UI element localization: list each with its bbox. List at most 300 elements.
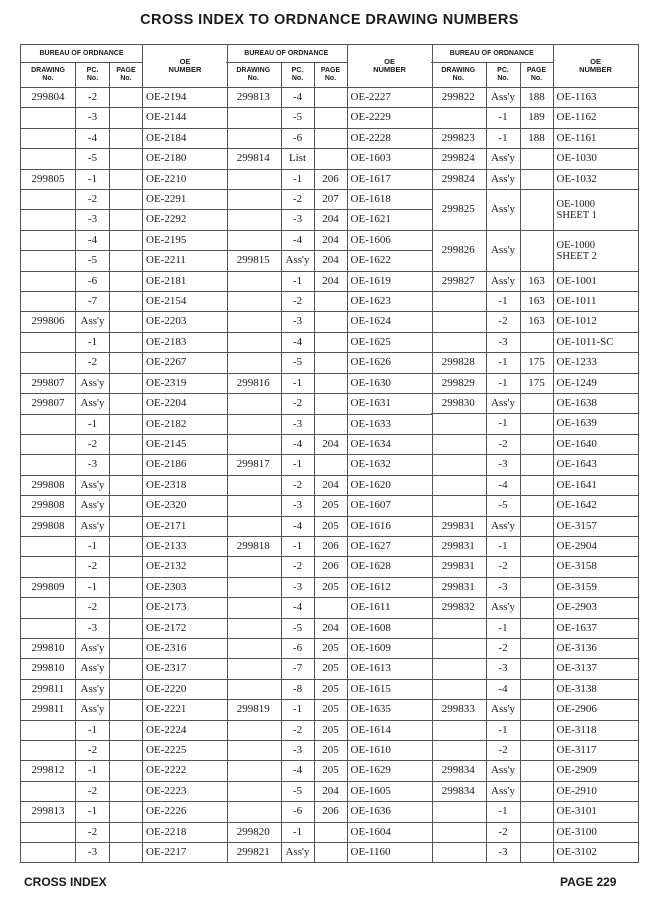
page-no-cell [110, 190, 143, 210]
oe-number-cell: OE-2173 [143, 598, 228, 618]
page-no-cell [520, 618, 553, 638]
table-row [21, 190, 228, 210]
oe-number-cell: OE-3159 [553, 577, 638, 597]
page-no-cell [110, 700, 143, 720]
table-row [431, 598, 638, 618]
pc-no-cell: -3 [281, 496, 314, 516]
drawing-no-cell [21, 190, 76, 210]
page-no-cell [110, 108, 143, 128]
pc-no-cell: -3 [76, 455, 110, 475]
page-no-cell [520, 516, 553, 536]
drawing-no-cell: 299817 [226, 455, 281, 475]
page-no-cell [520, 557, 553, 577]
table-row [21, 700, 228, 720]
drawing-no-cell [431, 414, 486, 434]
oe-number-cell: OE-1640 [553, 434, 638, 454]
table-row [21, 843, 228, 863]
drawing-no-cell: 299822 [431, 88, 486, 108]
table-row [431, 271, 638, 291]
page-no-cell [110, 434, 143, 454]
page-no-cell [110, 577, 143, 597]
table-row [21, 271, 228, 291]
table-row [431, 434, 638, 454]
drawing-no-cell [431, 822, 486, 842]
pc-no-cell: -2 [486, 740, 520, 760]
page-no-cell [314, 128, 347, 148]
page-no-cell [314, 822, 347, 842]
pc-no-cell: -2 [281, 394, 314, 414]
page-no-cell [520, 638, 553, 658]
oe-number-cell: OE-1633 [347, 414, 432, 434]
page-no-cell: 189 [520, 108, 553, 128]
page-no-cell [314, 292, 347, 312]
table-row [21, 108, 228, 128]
table-row [226, 843, 432, 863]
page-no-cell: 204 [314, 475, 347, 495]
page-no-cell [314, 353, 347, 373]
table-row [431, 638, 638, 658]
oe-number-cell: OE-2210 [143, 169, 228, 189]
table-row [21, 536, 228, 556]
table-row [226, 781, 432, 801]
pc-no-cell: -3 [486, 843, 520, 863]
page-no-cell: 206 [314, 802, 347, 822]
pc-no-cell: -1 [486, 414, 520, 434]
pc-no-cell: -2 [281, 190, 314, 210]
table-row [431, 394, 638, 414]
oe-number-cell: OE-1030 [553, 149, 638, 169]
oe-number-cell: OE-1634 [347, 434, 432, 454]
oe-number-cell: OE-2903 [553, 598, 638, 618]
oe-number-cell: OE-1011 [553, 292, 638, 312]
page-no-header [314, 63, 347, 88]
sheet-text: SHEET 2 [556, 250, 597, 262]
drawing-no-cell [21, 353, 76, 373]
pc-no-cell: -1 [281, 536, 314, 556]
drawing-no-cell [226, 781, 281, 801]
oe-number-cell: OE-1609 [347, 638, 432, 658]
drawing-no-cell [226, 659, 281, 679]
oe-number-cell: OE-2225 [143, 741, 228, 761]
pc-no-header [486, 63, 520, 88]
pc-no-cell: -1 [486, 108, 520, 128]
page-no-cell [110, 88, 143, 108]
page-no-cell [520, 781, 553, 801]
drawing-no-cell [21, 414, 76, 434]
no-label: No. [291, 75, 304, 82]
table-row [21, 516, 228, 536]
oe-number-cell: OE-1607 [347, 496, 432, 516]
table-row [431, 536, 638, 556]
pc-no-cell: -1 [486, 536, 520, 556]
oe-number-cell: OE-3138 [553, 679, 638, 699]
page-no-cell: 204 [314, 434, 347, 454]
table-row [226, 557, 432, 577]
drawing-no-cell: 299818 [226, 536, 281, 556]
table-row [431, 618, 638, 638]
page-no-cell [520, 659, 553, 679]
oe-number-text: OE-1000 [556, 239, 596, 251]
oe-number-cell: OE-1612 [347, 577, 432, 597]
table-row [226, 455, 432, 475]
oe-number-cell: OE-1637 [553, 618, 638, 638]
no-label: No. [120, 75, 132, 82]
oe-number-cell: OE-2132 [143, 557, 228, 577]
page-no-cell: 188 [520, 128, 553, 148]
drawing-no-cell: 299830 [431, 394, 486, 414]
pc-no-cell: -2 [486, 822, 520, 842]
drawing-no-cell: 299805 [21, 169, 76, 189]
pc-no-cell: -3 [76, 210, 110, 230]
pc-no-cell: -6 [281, 802, 314, 822]
pc-no-cell: -4 [76, 230, 110, 250]
drawing-no-cell: 299810 [21, 638, 76, 658]
table-row [226, 496, 432, 516]
oe-number-cell: OE-1604 [347, 822, 432, 842]
oe-number-cell: OE-2222 [143, 761, 228, 781]
table-row [431, 353, 638, 373]
drawing-no-cell: 299807 [21, 373, 76, 393]
page-no-cell [314, 332, 347, 352]
table-row [226, 638, 432, 658]
pc-no-cell: Ass'y [486, 88, 520, 108]
oe-number-cell: OE-1623 [347, 292, 432, 312]
pc-no-cell: -4 [281, 230, 314, 250]
oe-number-cell: OE-2221 [143, 700, 228, 720]
oe-number-cell: OE-2223 [143, 781, 228, 801]
number-label: NUMBER [373, 65, 406, 74]
oe-number-header [347, 45, 432, 88]
oe-number-cell: OE-2318 [143, 475, 228, 495]
oe-number-cell: OE-1639 [553, 414, 638, 434]
table-row [431, 292, 638, 312]
oe-number-cell: OE-2220 [143, 679, 228, 699]
page-no-cell [314, 373, 347, 393]
page-no-cell [314, 414, 347, 434]
drawing-no-cell: 299810 [21, 659, 76, 679]
drawing-no-cell [226, 638, 281, 658]
page-no-cell [520, 536, 553, 556]
page-no-cell: 205 [314, 496, 347, 516]
oe-number-cell: OE-1615 [347, 679, 432, 699]
drawing-no-cell [226, 618, 281, 638]
page-no-cell [314, 312, 347, 332]
page-no-cell [520, 679, 553, 699]
oe-number-cell: OE-2909 [553, 761, 638, 781]
pc-no-cell: -1 [486, 802, 520, 822]
pc-no-cell: -1 [76, 536, 110, 556]
drawing-no-cell [21, 128, 76, 148]
oe-number-cell: OE-1618 [347, 190, 432, 210]
drawing-no-cell: 299808 [21, 496, 76, 516]
pc-no-cell: -6 [76, 271, 110, 291]
pc-no-cell: -1 [76, 414, 110, 434]
drawing-no-cell [431, 312, 486, 332]
drawing-no-cell [226, 169, 281, 189]
pc-no-cell: Ass'y [486, 700, 520, 720]
pc-no-cell: -3 [281, 210, 314, 230]
page-no-cell [110, 292, 143, 312]
oe-number-cell: OE-2226 [143, 802, 228, 822]
oe-number-cell: OE-2292 [143, 210, 228, 230]
page-no-cell: 206 [314, 557, 347, 577]
oe-number-cell: OE-2319 [143, 373, 228, 393]
page-no-cell: 205 [314, 638, 347, 658]
drawing-no-cell [431, 740, 486, 760]
oe-number-cell: OE-1613 [347, 659, 432, 679]
pc-no-cell: Ass'y [281, 843, 314, 863]
pc-label: PC. [497, 67, 509, 74]
table-row [21, 251, 228, 271]
oe-number-cell: OE-1625 [347, 332, 432, 352]
page-no-cell: 175 [520, 353, 553, 373]
drawing-no-cell: 299827 [431, 271, 486, 291]
page-no-cell [520, 149, 553, 169]
table-row [226, 332, 432, 352]
pc-no-cell: Ass'y [486, 149, 520, 169]
page-no-cell: 205 [314, 741, 347, 761]
oe-number-cell: OE-1161 [553, 128, 638, 148]
table-row [431, 577, 638, 597]
page-no-cell: 204 [314, 251, 347, 271]
table-row [431, 761, 638, 781]
drawing-no-cell: 299811 [21, 700, 76, 720]
drawing-no-cell: 299831 [431, 577, 486, 597]
oe-number-cell: OE-2316 [143, 638, 228, 658]
table-row [431, 740, 638, 760]
drawing-no-cell [21, 251, 76, 271]
table-row [226, 577, 432, 597]
footer-page-number: PAGE 229 [560, 875, 617, 889]
no-label: No. [86, 75, 99, 82]
oe-number-cell: OE-3100 [553, 822, 638, 842]
drawing-no-cell [21, 271, 76, 291]
pc-no-cell: Ass'y [486, 190, 520, 231]
drawing-no-cell: 299823 [431, 128, 486, 148]
table-row [226, 822, 432, 842]
table-row [226, 149, 432, 169]
oe-number-cell: OE-1622 [347, 251, 432, 271]
drawing-no-cell [21, 230, 76, 250]
oe-number-cell: OE-2144 [143, 108, 228, 128]
table-row [21, 128, 228, 148]
drawing-no-cell [226, 190, 281, 210]
page-no-cell [110, 496, 143, 516]
pc-no-cell: -3 [281, 577, 314, 597]
drawing-no-cell [226, 598, 281, 618]
drawing-no-cell [431, 108, 486, 128]
oe-label: OE [179, 57, 191, 66]
page-label: PAGE [116, 67, 136, 74]
page-no-cell [314, 843, 347, 863]
drawing-no-cell [431, 332, 486, 352]
table-row [226, 700, 432, 720]
drawing-no-cell [431, 496, 486, 516]
drawing-no-cell [226, 414, 281, 434]
page-no-cell: 204 [314, 210, 347, 230]
oe-number-cell: OE-2227 [347, 88, 432, 108]
oe-number-cell: OE-1233 [553, 353, 638, 373]
drawing-no-cell: 299809 [21, 577, 76, 597]
oe-number-cell: OE-2186 [143, 455, 228, 475]
table-row [21, 802, 228, 822]
pc-no-cell: Ass'y [486, 394, 520, 414]
pc-no-cell: -5 [281, 781, 314, 801]
pc-no-cell: Ass'y [76, 394, 110, 414]
bureau-header: BUREAU OF ORDNANCE [21, 45, 143, 63]
table-row [226, 128, 432, 148]
page-no-cell [110, 802, 143, 822]
table-row [431, 475, 638, 495]
oe-number-header [553, 45, 638, 88]
drawing-no-cell [21, 434, 76, 454]
page-no-cell: 175 [520, 373, 553, 393]
drawing-no-cell [431, 434, 486, 454]
pc-no-cell: Ass'y [76, 496, 110, 516]
drawing-no-cell [431, 802, 486, 822]
table-row [431, 88, 638, 108]
table-row [226, 414, 432, 434]
oe-number-cell: OE-1620 [347, 475, 432, 495]
page-no-cell [520, 577, 553, 597]
oe-number-cell: OE-2133 [143, 536, 228, 556]
table-row [21, 475, 228, 495]
pc-no-cell: -1 [281, 373, 314, 393]
table-row [431, 659, 638, 679]
page-no-cell [520, 230, 553, 271]
oe-number-cell: OE-3102 [553, 843, 638, 863]
pc-no-cell: -4 [281, 88, 314, 108]
oe-number-cell: OE-2204 [143, 394, 228, 414]
pc-no-cell: -1 [486, 618, 520, 638]
oe-number-cell: OE-1616 [347, 516, 432, 536]
pc-no-cell: Ass'y [486, 230, 520, 271]
oe-number-cell: OE-2291 [143, 190, 228, 210]
table-row [21, 741, 228, 761]
pc-no-cell: -6 [281, 638, 314, 658]
drawing-no-cell [431, 455, 486, 475]
no-label: No. [42, 75, 54, 82]
pc-no-cell: -2 [76, 781, 110, 801]
pc-no-cell: -3 [486, 332, 520, 352]
page-no-cell [110, 210, 143, 230]
table-row [21, 720, 228, 740]
page-no-cell [110, 455, 143, 475]
oe-number-cell: OE-2180 [143, 149, 228, 169]
drawing-no-cell: 299833 [431, 700, 486, 720]
oe-number-cell: OE-1608 [347, 618, 432, 638]
oe-number-cell: OE-1032 [553, 169, 638, 189]
pc-no-cell: Ass'y [76, 475, 110, 495]
table-row [21, 353, 228, 373]
drawing-no-cell [431, 618, 486, 638]
table-row [431, 700, 638, 720]
pc-no-cell: -4 [281, 598, 314, 618]
table-row [21, 292, 228, 312]
pc-no-cell: -2 [486, 557, 520, 577]
pc-no-cell: -3 [76, 843, 110, 863]
pc-no-cell: -3 [486, 659, 520, 679]
page-no-cell: 205 [314, 516, 347, 536]
oe-number-cell: OE-3158 [553, 557, 638, 577]
oe-number-cell: OE-1624 [347, 312, 432, 332]
pc-no-cell: -4 [486, 679, 520, 699]
oe-number-cell: OE-2172 [143, 618, 228, 638]
drawing-no-cell [21, 149, 76, 169]
table-row [21, 394, 228, 414]
page-no-cell [520, 720, 553, 740]
pc-no-cell: -2 [76, 434, 110, 454]
drawing-no-cell [21, 741, 76, 761]
oe-number-cell: OE-2183 [143, 332, 228, 352]
drawing-no-cell [226, 761, 281, 781]
drawing-no-cell [226, 332, 281, 352]
drawing-no-cell: 299814 [226, 149, 281, 169]
drawing-no-cell: 299834 [431, 781, 486, 801]
oe-number-cell: OE-2217 [143, 843, 228, 863]
oe-label: OE [590, 57, 601, 66]
page-no-cell [110, 414, 143, 434]
drawing-no-cell: 299829 [431, 373, 486, 393]
page-no-cell [520, 740, 553, 760]
pc-no-cell: -1 [76, 761, 110, 781]
number-label: NUMBER [168, 65, 202, 74]
table-row [431, 149, 638, 169]
drawing-no-header [431, 63, 486, 88]
table-row [21, 230, 228, 250]
pc-no-cell: -5 [76, 251, 110, 271]
page-no-cell: 205 [314, 761, 347, 781]
table-row [226, 720, 432, 740]
oe-number-cell: OE-1629 [347, 761, 432, 781]
pc-no-cell: -2 [281, 292, 314, 312]
drawing-no-cell: 299824 [431, 149, 486, 169]
page-no-cell [110, 536, 143, 556]
table-row [21, 577, 228, 597]
table-row [226, 618, 432, 638]
pc-no-cell: -3 [76, 108, 110, 128]
pc-no-cell: -4 [281, 516, 314, 536]
table-row [21, 761, 228, 781]
oe-number-cell: OE-1630 [347, 373, 432, 393]
oe-number-cell: OE-2910 [553, 781, 638, 801]
page-no-cell [314, 394, 347, 414]
pc-no-cell: -1 [76, 169, 110, 189]
drawing-no-cell [226, 434, 281, 454]
drawing-no-cell: 299825 [431, 190, 486, 231]
pc-no-cell: -2 [486, 638, 520, 658]
table-row [226, 190, 432, 210]
oe-number-cell: OE-2218 [143, 822, 228, 842]
page-no-cell: 207 [314, 190, 347, 210]
number-label: NUMBER [579, 65, 612, 74]
page-no-cell [110, 598, 143, 618]
drawing-no-cell [21, 536, 76, 556]
table-row [226, 802, 432, 822]
oe-number-cell: OE-2182 [143, 414, 228, 434]
page-no-cell [110, 679, 143, 699]
drawing-no-cell [226, 577, 281, 597]
page-no-cell: 204 [314, 781, 347, 801]
pc-label: PC. [291, 67, 304, 74]
page-no-cell: 163 [520, 271, 553, 291]
drawing-no-cell: 299807 [21, 394, 76, 414]
page-no-cell [314, 455, 347, 475]
oe-number-cell: OE-2195 [143, 230, 228, 250]
oe-number-cell: OE-2194 [143, 88, 228, 108]
table-row [21, 332, 228, 352]
table-row [431, 414, 638, 434]
